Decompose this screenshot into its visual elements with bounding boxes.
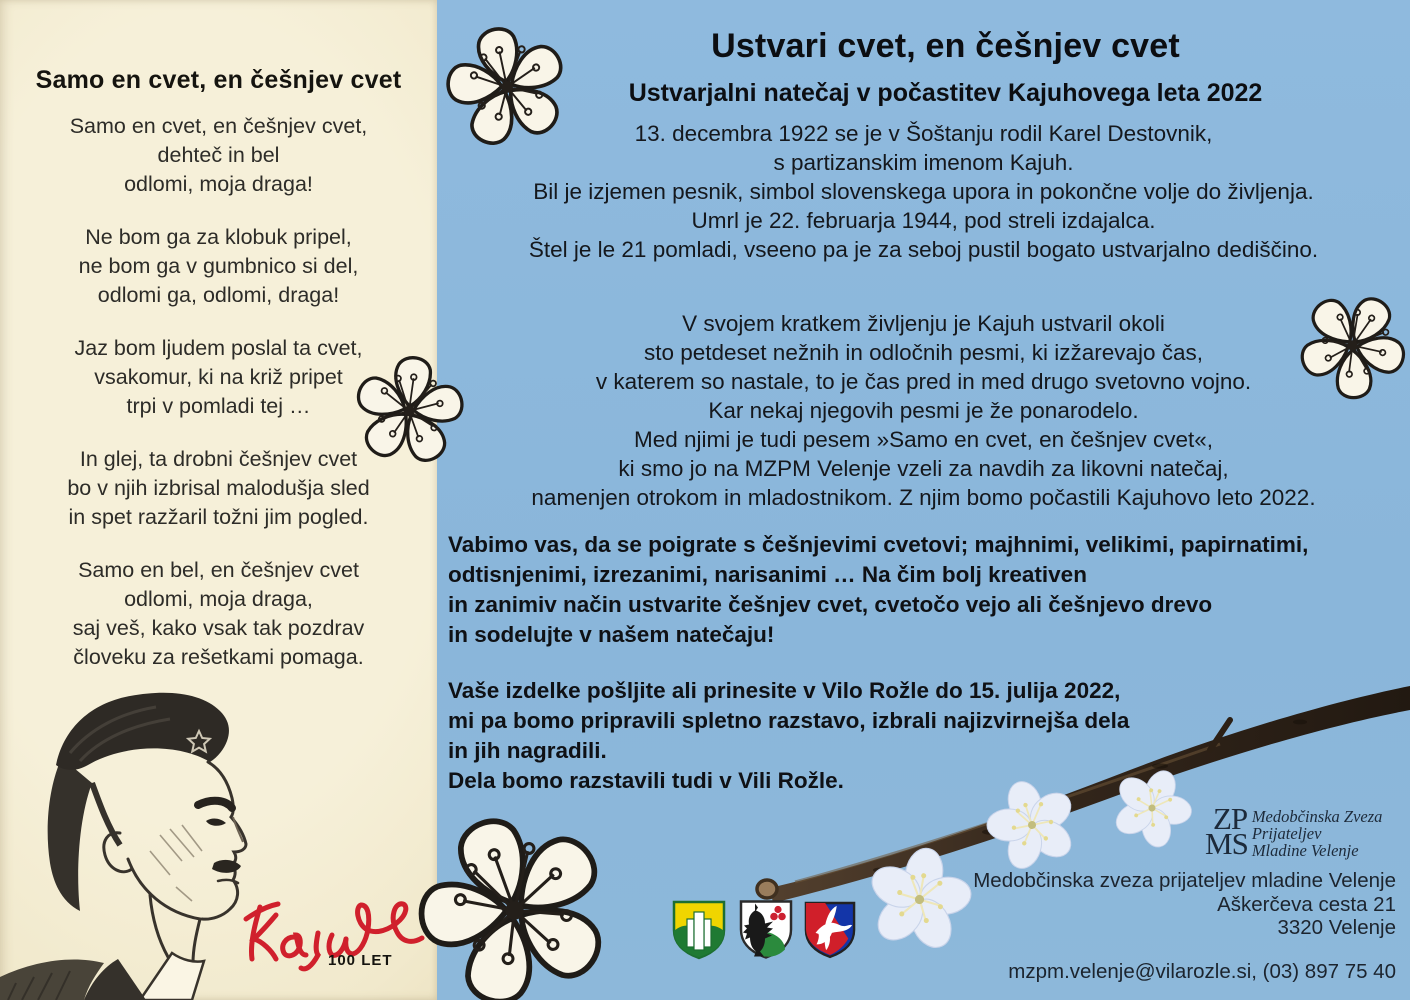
zpms-name-line: Medobčinska Zveza xyxy=(1251,807,1383,826)
poem-stanza xyxy=(0,112,437,199)
smartno-ob-paki-crest xyxy=(804,899,856,959)
velenje-crest xyxy=(672,898,726,960)
signature-caption: 100 LET xyxy=(328,952,393,969)
poem-line: trpi v pomladi tej … xyxy=(126,394,311,418)
poem-line: Ne bom ga za klobuk pripel, xyxy=(85,225,352,249)
text-line: in zanimiv način ustvarite češnjev cvet, cvetočo vejo ali češnjevo drevo xyxy=(448,592,1213,617)
zpms-abbr-top: ZP xyxy=(1213,801,1248,836)
poem-stanza xyxy=(0,223,437,310)
page-subtitle: Ustvarjalni natečaj v počastitev Kajuhovega leta 2022 xyxy=(628,79,1263,107)
poem-line: in spet razžaril tožni jim pogled. xyxy=(68,505,369,529)
cherry-blossom-sketch xyxy=(430,10,584,164)
contact-line: mzpm.velenje@vilarozle.si, (03) 897 75 40 xyxy=(1008,960,1396,983)
poem-line: odlomi ga, odlomi, draga! xyxy=(97,283,340,307)
text-line: odtisnjenimi, izrezanimi, narisanimi … Na čim bolj kreativen xyxy=(448,562,1087,587)
sostanj-crest xyxy=(739,897,793,960)
text-line: sto petdeset nežnih in odločnih pesmi, ki izžarevajo čas, xyxy=(643,340,1204,365)
text-line: in jih nagradili. xyxy=(448,738,607,763)
text-line: s partizanskim imenom Kajuh. xyxy=(773,150,1074,175)
poem-line: ne bom ga v gumbnico si del, xyxy=(78,254,359,278)
text-line: 13. decembra 1922 se je v Šoštanju rodil Karel Destovnik, xyxy=(634,121,1213,146)
text-line: mi pa bomo pripravili spletno razstavo, izbrali najizvirnejša dela xyxy=(448,708,1130,733)
poem-line: človeku za rešetkami pomaga. xyxy=(73,645,364,669)
text-line: v katerem so nastale, to je čas pred in med drugo svetovno vojno. xyxy=(595,369,1252,394)
poem-line: odlomi, moja draga, xyxy=(124,587,313,611)
poem-line: Jaz bom ljudem poslal ta cvet, xyxy=(74,336,363,360)
text-line: Štel je le 21 pomladi, vseeno pa je za seboj pustil bogato ustvarjalno dediščino. xyxy=(528,237,1319,262)
text-line: Dela bomo razstavili tudi v Vili Rožle. xyxy=(448,768,844,793)
text-line: Kar nekaj njegovih pesmi je že ponarodelo. xyxy=(708,398,1139,423)
poem-stanza xyxy=(0,556,437,672)
zpms-logo-abbr xyxy=(1205,801,1248,861)
address-line: Aškerčeva cesta 21 xyxy=(1217,892,1396,916)
poem-title: Samo en cvet, en češnjev cvet xyxy=(35,66,402,94)
text-line: Bil je izjemen pesnik, simbol slovenskega upora in pokončne volje do življenja. xyxy=(533,179,1314,204)
text-line: Umrl je 22. februarja 1944, pod streli izdajalca. xyxy=(691,208,1156,233)
poem-line: odlomi, moja draga! xyxy=(124,172,313,196)
poem-line: In glej, ta drobni češnjev cvet xyxy=(79,447,358,471)
text-line: namenjen otrokom in mladostnikom. Z njim bomo počastili Kajuhovo leto 2022. xyxy=(531,485,1316,510)
cherry-blossom-sketch xyxy=(342,344,475,477)
poem-line: Samo en cvet, en češnjev cvet, xyxy=(69,114,368,138)
organizer-address xyxy=(973,869,1396,940)
poem-line: dehteč in bel xyxy=(157,143,280,167)
address-line: 3320 Velenje xyxy=(1277,916,1396,939)
text-line: ki smo jo na MZPM Velenje vzeli za navdih za likovni natečaj, xyxy=(618,456,1229,481)
text-line: V svojem kratkem življenju je Kajuh ustvaril okoli xyxy=(682,311,1165,336)
zpms-name-line: Prijateljev xyxy=(1251,824,1322,843)
text-line: Vabimo vas, da se poigrate s češnjevimi cvetovi; majhnimi, velikimi, papirnatimi, xyxy=(448,532,1309,557)
zpms-abbr-bottom: MS xyxy=(1205,826,1248,861)
poem-line: bo v njih izbrisal malodušja sled xyxy=(67,476,370,500)
address-line: Medobčinska zveza prijateljev mladine Velenje xyxy=(973,869,1396,892)
zpms-logo xyxy=(1205,801,1383,861)
text-line: in sodelujte v našem natečaju! xyxy=(448,622,775,647)
zpms-logo-name xyxy=(1252,808,1383,859)
invitation-paragraph xyxy=(448,530,1410,650)
intro-paragraph xyxy=(437,119,1410,264)
text-line: Vaše izdelke pošljite ali prinesite v Vilo Rožle do 15. julija 2022, xyxy=(448,678,1121,703)
poem-line: saj veš, kako vsak tak pozdrav xyxy=(72,616,365,640)
poem-line: vsakomur, ki na križ pripet xyxy=(94,365,343,389)
bio-paragraph xyxy=(437,309,1410,512)
page-title: Ustvari cvet, en češnjev cvet xyxy=(711,27,1180,65)
poem-line: Samo en bel, en češnjev cvet xyxy=(78,558,359,582)
text-line: Med njimi je tudi pesem »Samo en cvet, en češnjev cvet«, xyxy=(633,427,1214,452)
zpms-name-line: Mladine Velenje xyxy=(1251,841,1359,860)
